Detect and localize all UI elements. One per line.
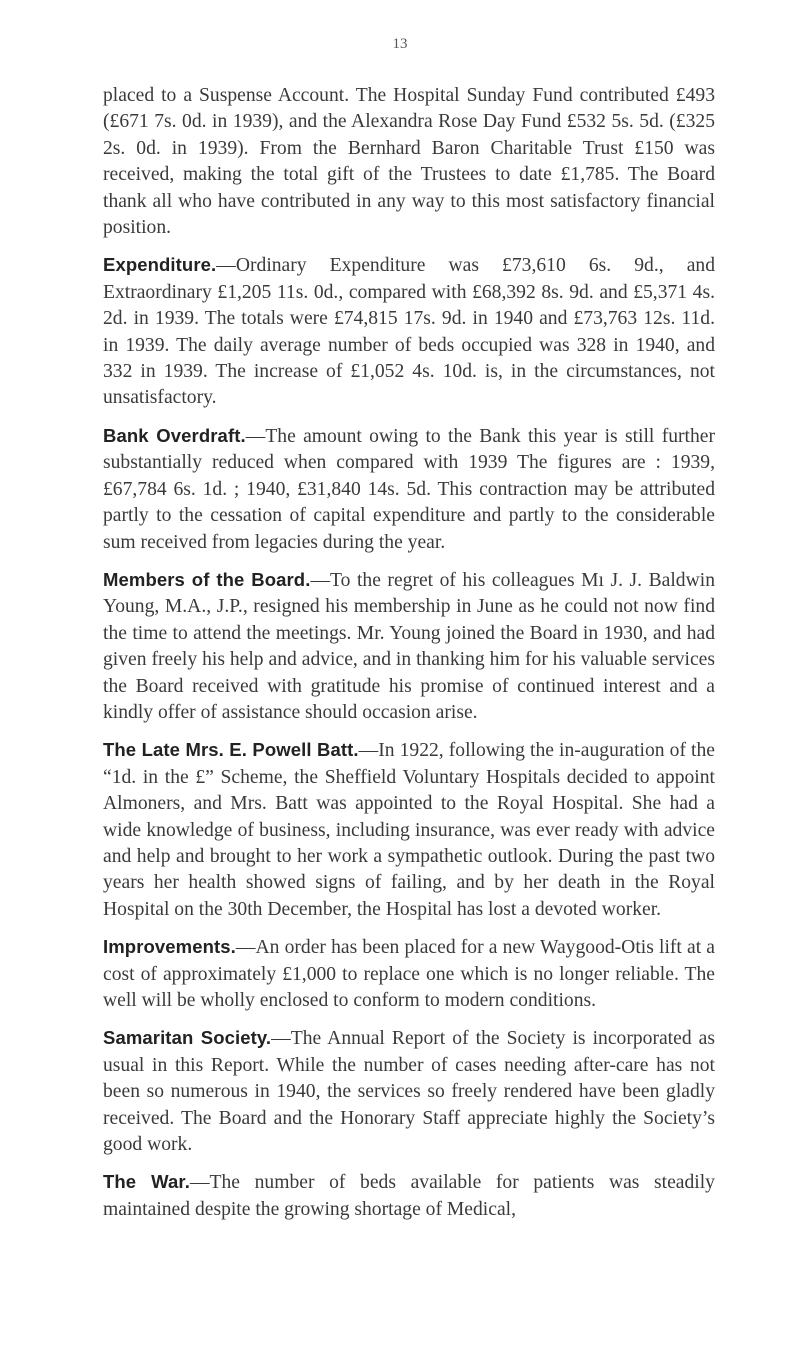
paragraph-heading: Samaritan Society. bbox=[103, 1027, 272, 1049]
paragraph-heading: Expenditure. bbox=[103, 254, 217, 276]
paragraph-samaritan-society bbox=[103, 1025, 715, 1158]
paragraph-text: —Ordinary Expenditure was £73,610 6s. 9d., and Extraordinary £1,205 11s. 0d., compared with £68,392 8s. 9d. and £5,371 4s. 2d. in 1939. The totals were £74,815 17s. 9d. in 1940 and £73,763 12s. 11d. in 1939. The daily average number of beds occupied was 328 in 1940, and 332 in 1939. The increase of £1,052 4s. 10d. is, in the circumstances, not unsatisfactory. bbox=[103, 255, 715, 409]
paragraph-text: —In 1922, following the in-auguration of the “1d. in the £” Scheme, the Sheffield Voluntary Hospitals decided to appoint Almoners, and Mrs. Batt was appointed to the Royal Hospital. She had a wide knowledge of business, including insurance, was ever ready with advice and help and brought to her work a sympathetic outlook. During the past two years her health showed signs of failing, and by her death in the Royal Hospital on the 30th December, the Hospital has lost a devoted worker. bbox=[103, 740, 715, 920]
paragraph-heading: The Late Mrs. E. Powell Batt. bbox=[103, 739, 359, 761]
paragraph-heading: Bank Overdraft. bbox=[103, 424, 246, 446]
paragraph-bank-overdraft bbox=[103, 423, 715, 556]
paragraph-the-war bbox=[103, 1169, 715, 1223]
paragraph-text: —The amount owing to the Bank this year is still further substantially reduced when compared with 1939 The figures are : 1939, £67,784 6s. 1d. ; 1940, £31,840 14s. 5d. This contraction may be attributed partly to the cessation of capital expenditure and partly to the considerable sum received from legacies during the year. bbox=[103, 425, 716, 553]
paragraph-text: —The Annual Report of the Society is incorporated as usual in this Report. While the number of cases needing after-care has not been so numerous in 1940, the services so freely rendered have been gladly received. The Board and the Honorary Staff appreciate highly the Society’s good work. bbox=[103, 1028, 715, 1156]
paragraph-suspense-account bbox=[103, 82, 715, 241]
paragraph-heading: Improvements. bbox=[103, 936, 236, 958]
paragraph-text: —An order has been placed for a new Waygood-Otis lift at a cost of approximately £1,000 to replace one which is no longer reliable. The well will be wholly enclosed to conform to modern conditions. bbox=[103, 937, 715, 1011]
paragraph-late-mrs-batt bbox=[103, 737, 715, 923]
paragraph-expenditure bbox=[103, 252, 715, 411]
document-body bbox=[103, 82, 715, 1234]
paragraph-text: —The number of beds available for patients was steadily maintained despite the growing shortage of Medical, bbox=[103, 1172, 715, 1220]
paragraph-text: placed to a Suspense Account. The Hospital Sunday Fund contributed £493 (£671 7s. 0d. in 1939), and the Alexandra Rose Day Fund £532 5s. 5d. (£325 2s. 0d. in 1939). From the Bernhard Baron Charitable Trust £150 was received, making the total gift of the Trustees to date £1,785. The Board thank all who have contributed in any way to this most satisfactory financial position. bbox=[103, 85, 715, 239]
paragraph-heading: The War. bbox=[103, 1171, 190, 1193]
paragraph-members-of-board bbox=[103, 567, 715, 726]
paragraph-improvements bbox=[103, 934, 715, 1014]
paragraph-heading: Members of the Board. bbox=[103, 568, 311, 590]
paragraph-text: —To the regret of his colleagues Mı J. J. Baldwin Young, M.A., J.P., resigned his membership in June as he could not now find the time to attend the meetings. Mr. Young joined the Board in 1930, and had given freely his help and advice, and in thanking him for his valuable services the Board received with gratitude his promise of continued interest and a kindly offer of assistance should occasion arise. bbox=[103, 569, 715, 723]
page-number: 13 bbox=[392, 36, 408, 52]
